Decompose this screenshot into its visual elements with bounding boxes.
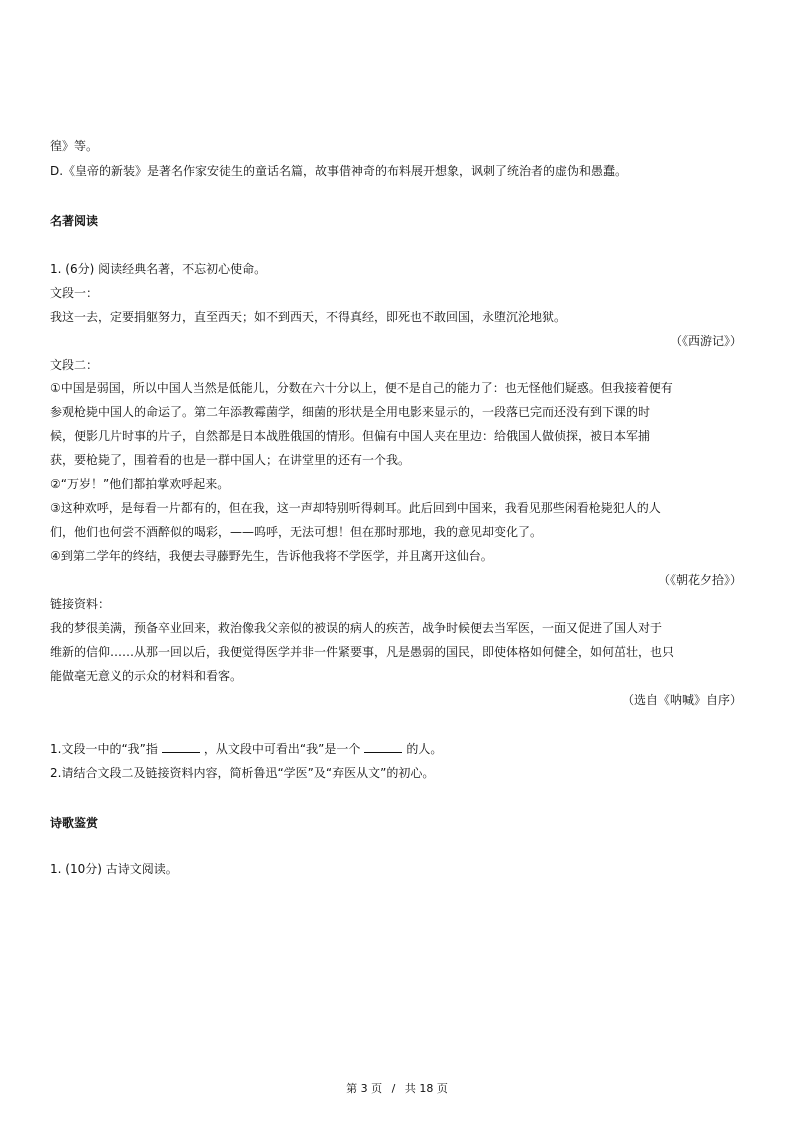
- page-separator: /: [391, 1082, 396, 1095]
- passage-two-label: 文段二：: [50, 358, 99, 372]
- section-heading-classics: 名著阅读: [50, 214, 99, 228]
- sub-question-2: 2.请结合文段二及链接资料内容，简析鲁迅“学医”及“弃医从文”的初心。: [50, 766, 435, 780]
- page-number: 第 3 页: [346, 1082, 383, 1095]
- passage-two-line: ①中国是弱国，所以中国人当然是低能儿，分数在六十分以上，便不是自己的能力了：也无怪他们疑惑。但我接着便有: [50, 381, 673, 395]
- passage-two-line: ④到第二学年的终结，我便去寻藤野先生，告诉他我将不学医学，并且离开这仙台。: [50, 549, 493, 563]
- link-material-line: 我的梦很美满，预备卒业回来，救治像我父亲似的被误的病人的疾苦，战争时候便去当军医，一面又促进了国人对于: [50, 621, 663, 635]
- sub-question-1: [50, 741, 442, 757]
- passage-two-line: 候，便影几片时事的片子，自然都是日本战胜俄国的情形。但偏有中国人夹在里边：给俄国人做侦探，被日本军捕: [50, 429, 651, 443]
- passage-two-line: 获，要枪毙了，围着看的也是一群中国人；在讲堂里的还有一个我。: [50, 453, 411, 467]
- answer-blank[interactable]: [162, 741, 200, 753]
- option-d-text: D.《皇帝的新装》是著名作家安徒生的童话名篇，故事借神奇的布料展开想象，讽刺了统治者的虚伪和愚蠢。: [50, 164, 628, 178]
- passage-two-line: 们，他们也何尝不酒醉似的喝彩，——呜呼，无法可想！但在那时那地，我的意见却变化了。: [50, 525, 543, 539]
- passage-two-source: （《朝花夕拾》）: [657, 573, 742, 587]
- link-material-label: 链接资料：: [50, 597, 111, 611]
- link-material-line: 能做毫无意义的示众的材料和看客。: [50, 669, 243, 683]
- passage-one-label: 文段一：: [50, 286, 99, 300]
- sub-question-1-part-a: 1.文段一中的“我”指: [50, 742, 158, 756]
- passage-two-line: ③这种欢呼，是每看一片都有的，但在我，这一声却特别听得刺耳。此后回到中国来，我看见那些闲看枪毙犯人的人: [50, 501, 661, 515]
- link-material-source: （选自《呐喊》自序）: [621, 693, 742, 707]
- page-footer: [0, 1082, 794, 1096]
- section-heading-poetry: 诗歌鉴赏: [50, 816, 99, 830]
- link-material-line: 维新的信仰……从那一回以后，我便觉得医学并非一件紧要事，凡是愚弱的国民，即使体格如何健全，如何茁壮，也只: [50, 645, 675, 659]
- sub-question-1-part-b: ，从文段中可看出“我”是一个: [203, 742, 361, 756]
- answer-blank[interactable]: [364, 741, 402, 753]
- passage-one-text: 我这一去，定要捐躯努力，直至西天；如不到西天，不得真经，即死也不敢回国，永堕沉沦地狱。: [50, 310, 567, 324]
- page-total: 共 18 页: [404, 1082, 448, 1095]
- passage-two-line: ②“万岁！”他们都拍掌欢呼起来。: [50, 477, 230, 491]
- question-intro: 1. (6分) 阅读经典名著，不忘初心使命。: [50, 262, 267, 276]
- sub-question-1-part-c: 的人。: [406, 742, 443, 756]
- continued-text: 徨》等。: [50, 139, 99, 153]
- passage-one-source: （《西游记》）: [669, 334, 742, 348]
- poetry-question-intro: 1. (10分) 古诗文阅读。: [50, 862, 178, 876]
- passage-two-line: 参观枪毙中国人的命运了。第二年添教霉菌学，细菌的形状是全用电影来显示的，一段落已完而还没有到下课的时: [50, 405, 651, 419]
